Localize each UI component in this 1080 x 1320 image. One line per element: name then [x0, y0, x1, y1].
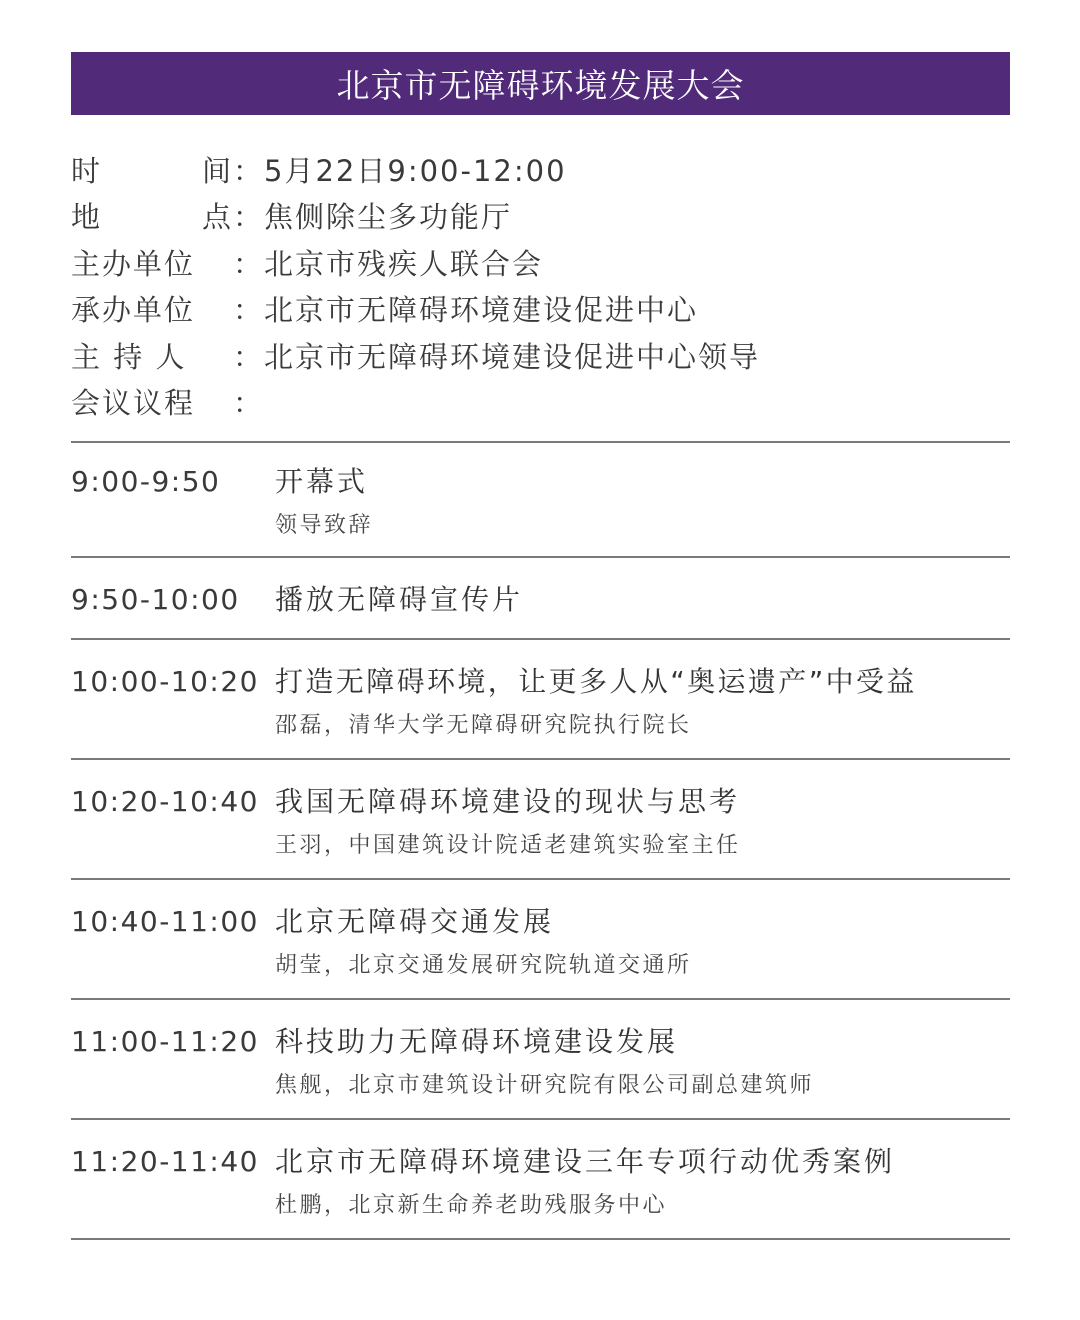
agenda-time: 9:50-10:00 — [71, 583, 240, 616]
agenda-title: 播放无障碍宣传片 — [275, 583, 524, 616]
agenda-list — [71, 441, 1010, 1240]
info-label-part: 点 — [201, 200, 233, 235]
agenda-speaker: 邵磊，清华大学无障碍研究院执行院长 — [275, 712, 692, 738]
agenda-speaker: 领导致辞 — [275, 513, 374, 538]
agenda-time: 10:00-10:20 — [71, 664, 259, 698]
info-colon: ： — [233, 386, 265, 421]
info-colon: ： — [233, 293, 265, 328]
agenda-speaker: 焦舰，北京市建筑设计研究院有限公司副总建筑师 — [275, 1072, 815, 1098]
info-value: 5月22日9:00-12:00 — [264, 153, 567, 188]
info-label: 主办单位 — [71, 246, 196, 281]
page-title: 北京市无障碍环境发展大会 — [71, 52, 1010, 115]
info-label: 会议议程 — [71, 386, 196, 421]
info-label-part: 间 — [201, 153, 233, 188]
info-row-agenda-heading — [71, 379, 1010, 426]
agenda-item — [71, 1000, 1010, 1118]
info-colon: ： — [233, 200, 265, 235]
info-value: 北京市无障碍环境建设促进中心 — [264, 293, 699, 328]
agenda-item — [71, 443, 1010, 556]
agenda-time: 11:00-11:20 — [71, 1024, 259, 1058]
agenda-title: 北京市无障碍环境建设三年专项行动优秀案例 — [275, 1144, 896, 1178]
agenda-item — [71, 760, 1010, 878]
agenda-title: 我国无障碍环境建设的现状与思考 — [275, 784, 741, 818]
info-colon: ： — [233, 339, 265, 374]
info-row-co-organizer — [71, 286, 1010, 333]
info-label-part: 地 — [71, 200, 103, 235]
info-row-location — [71, 193, 1010, 240]
info-value: 北京市残疾人联合会 — [264, 246, 544, 281]
meeting-info — [71, 146, 1010, 425]
agenda-time: 10:40-11:00 — [71, 904, 259, 938]
agenda-time: 10:20-10:40 — [71, 784, 259, 818]
info-row-host — [71, 332, 1010, 379]
info-colon: ： — [233, 153, 265, 188]
agenda-item — [71, 880, 1010, 998]
info-value: 焦侧除尘多功能厅 — [264, 200, 513, 235]
agenda-speaker: 胡莹，北京交通发展研究院轨道交通所 — [275, 952, 692, 978]
info-label-part: 时 — [71, 153, 103, 188]
agenda-item — [71, 1120, 1010, 1238]
info-colon: ： — [233, 246, 265, 281]
agenda-speaker: 杜鹏，北京新生命养老助残服务中心 — [275, 1192, 668, 1218]
agenda-title: 开幕式 — [275, 465, 369, 498]
info-label: 承办单位 — [71, 293, 196, 328]
agenda-title: 打造无障碍环境，让更多人从“奥运遗产”中受益 — [275, 664, 917, 698]
info-value: 北京市无障碍环境建设促进中心领导 — [264, 339, 761, 374]
agenda-time: 9:00-9:50 — [71, 465, 221, 498]
agenda-item — [71, 640, 1010, 758]
info-row-organizer — [71, 239, 1010, 286]
agenda-title: 北京无障碍交通发展 — [275, 904, 555, 938]
agenda-time: 11:20-11:40 — [71, 1144, 259, 1178]
agenda-speaker: 王羽，中国建筑设计院适老建筑实验室主任 — [275, 832, 741, 858]
info-label — [71, 149, 233, 190]
divider — [71, 1238, 1010, 1240]
info-label — [71, 195, 233, 236]
info-label: 主 持 人 — [71, 339, 187, 374]
agenda-item — [71, 558, 1010, 638]
agenda-title: 科技助力无障碍环境建设发展 — [275, 1024, 679, 1058]
info-row-time — [71, 146, 1010, 193]
